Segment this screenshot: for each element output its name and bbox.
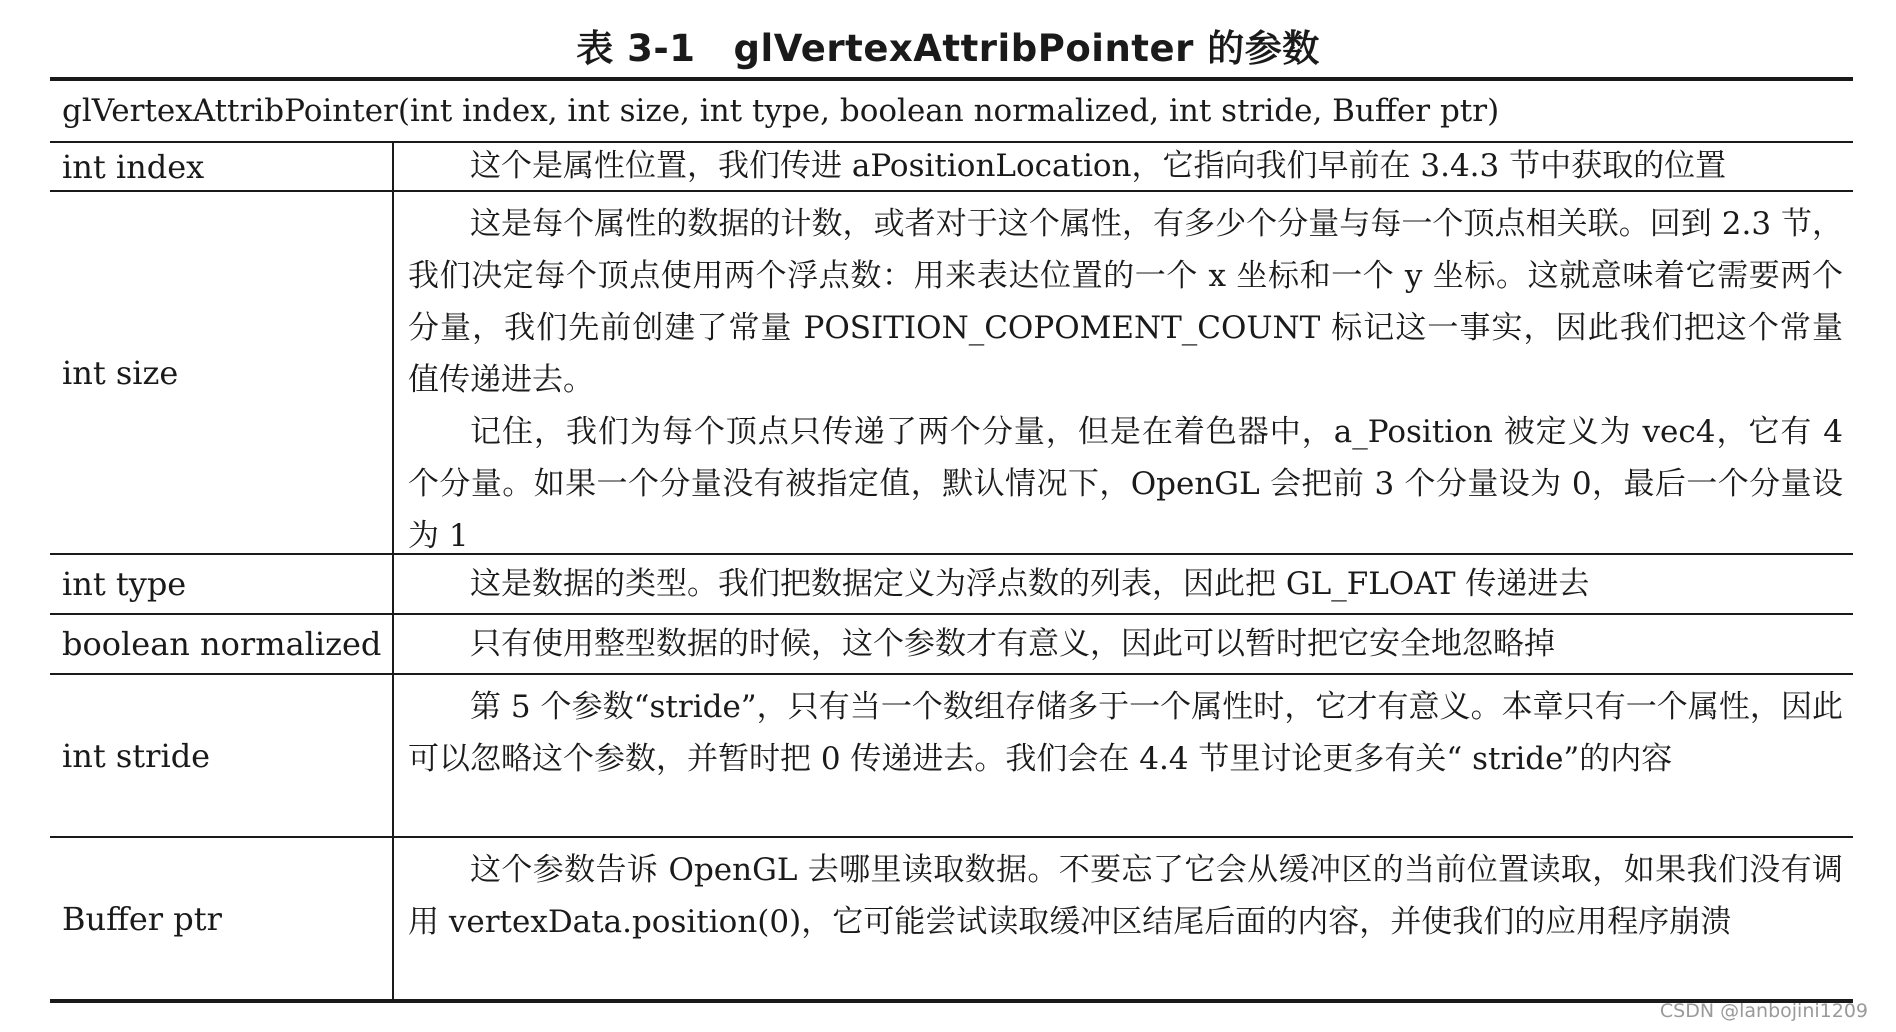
param-description: [394, 615, 1853, 673]
description-paragraph: 只有使用整型数据的时候，这个参数才有意义，因此可以暂时把它安全地忽略掉: [470, 626, 1555, 662]
table-row: [50, 192, 1853, 555]
param-description: [394, 838, 1853, 999]
table-row: [50, 675, 1853, 838]
description-paragraph: 记住，我们为每个顶点只传递了两个分量，但是在着色器中，a_Position 被定义为 vec4，它有 4 个分量。如果一个分量没有被指定值，默认情况下，OpenGL 会把前 3 个分量设为 0，最后一个分量设为 1: [408, 414, 1843, 554]
table-row: [50, 143, 1853, 192]
param-name: Buffer ptr: [50, 838, 394, 999]
table-row: [50, 555, 1853, 615]
watermark: CSDN @lanbojini1209: [1659, 1000, 1868, 1022]
param-name: boolean normalized: [50, 615, 394, 673]
function-signature: glVertexAttribPointer(int index, int size, int type, boolean normalized, int stride, Buffer ptr): [50, 81, 1853, 143]
param-name: int index: [50, 143, 394, 190]
table-number: 表 3-1: [576, 27, 696, 70]
param-name: int type: [50, 555, 394, 613]
param-description: [394, 143, 1853, 190]
param-name: int size: [50, 192, 394, 553]
description-paragraph: 这是数据的类型。我们把数据定义为浮点数的列表，因此把 GL_FLOAT 传递进去: [470, 566, 1590, 602]
description-paragraph: 第 5 个参数“stride”，只有当一个数组存储多于一个属性时，它才有意义。本章只有一个属性，因此可以忽略这个参数，并暂时把 0 传递进去。我们会在 4.4 节里讨论更多有关“ stride”的内容: [408, 689, 1843, 777]
param-description: [394, 192, 1853, 553]
description-paragraph: 这是每个属性的数据的计数，或者对于这个属性，有多少个分量与每一个顶点相关联。回到 2.3 节，我们决定每个顶点使用两个浮点数：用来表达位置的一个 x 坐标和一个 y 坐标。这就意味着它需要两个分量，我们先前创建了常量 POSITION_COPOMENT_COUNT 标记这一事实，因此我们把这个常量值传递进去。: [408, 206, 1843, 398]
table-row: [50, 615, 1853, 675]
description-paragraph: 这个参数告诉 OpenGL 去哪里读取数据。不要忘了它会从缓冲区的当前位置读取，如果我们没有调用 vertexData.position(0)，它可能尝试读取缓冲区结尾后面的内容，并使我们的应用程序崩溃: [408, 852, 1843, 940]
param-description: [394, 555, 1853, 613]
param-description: [394, 675, 1853, 836]
table-title: glVertexAttribPointer 的参数: [733, 27, 1320, 70]
table-row: [50, 838, 1853, 999]
table-caption: [0, 18, 1896, 72]
parameter-table: [50, 77, 1853, 1003]
description-paragraph: 这个是属性位置，我们传进 aPositionLocation，它指向我们早前在 3.4.3 节中获取的位置: [470, 148, 1727, 184]
param-name: int stride: [50, 675, 394, 836]
